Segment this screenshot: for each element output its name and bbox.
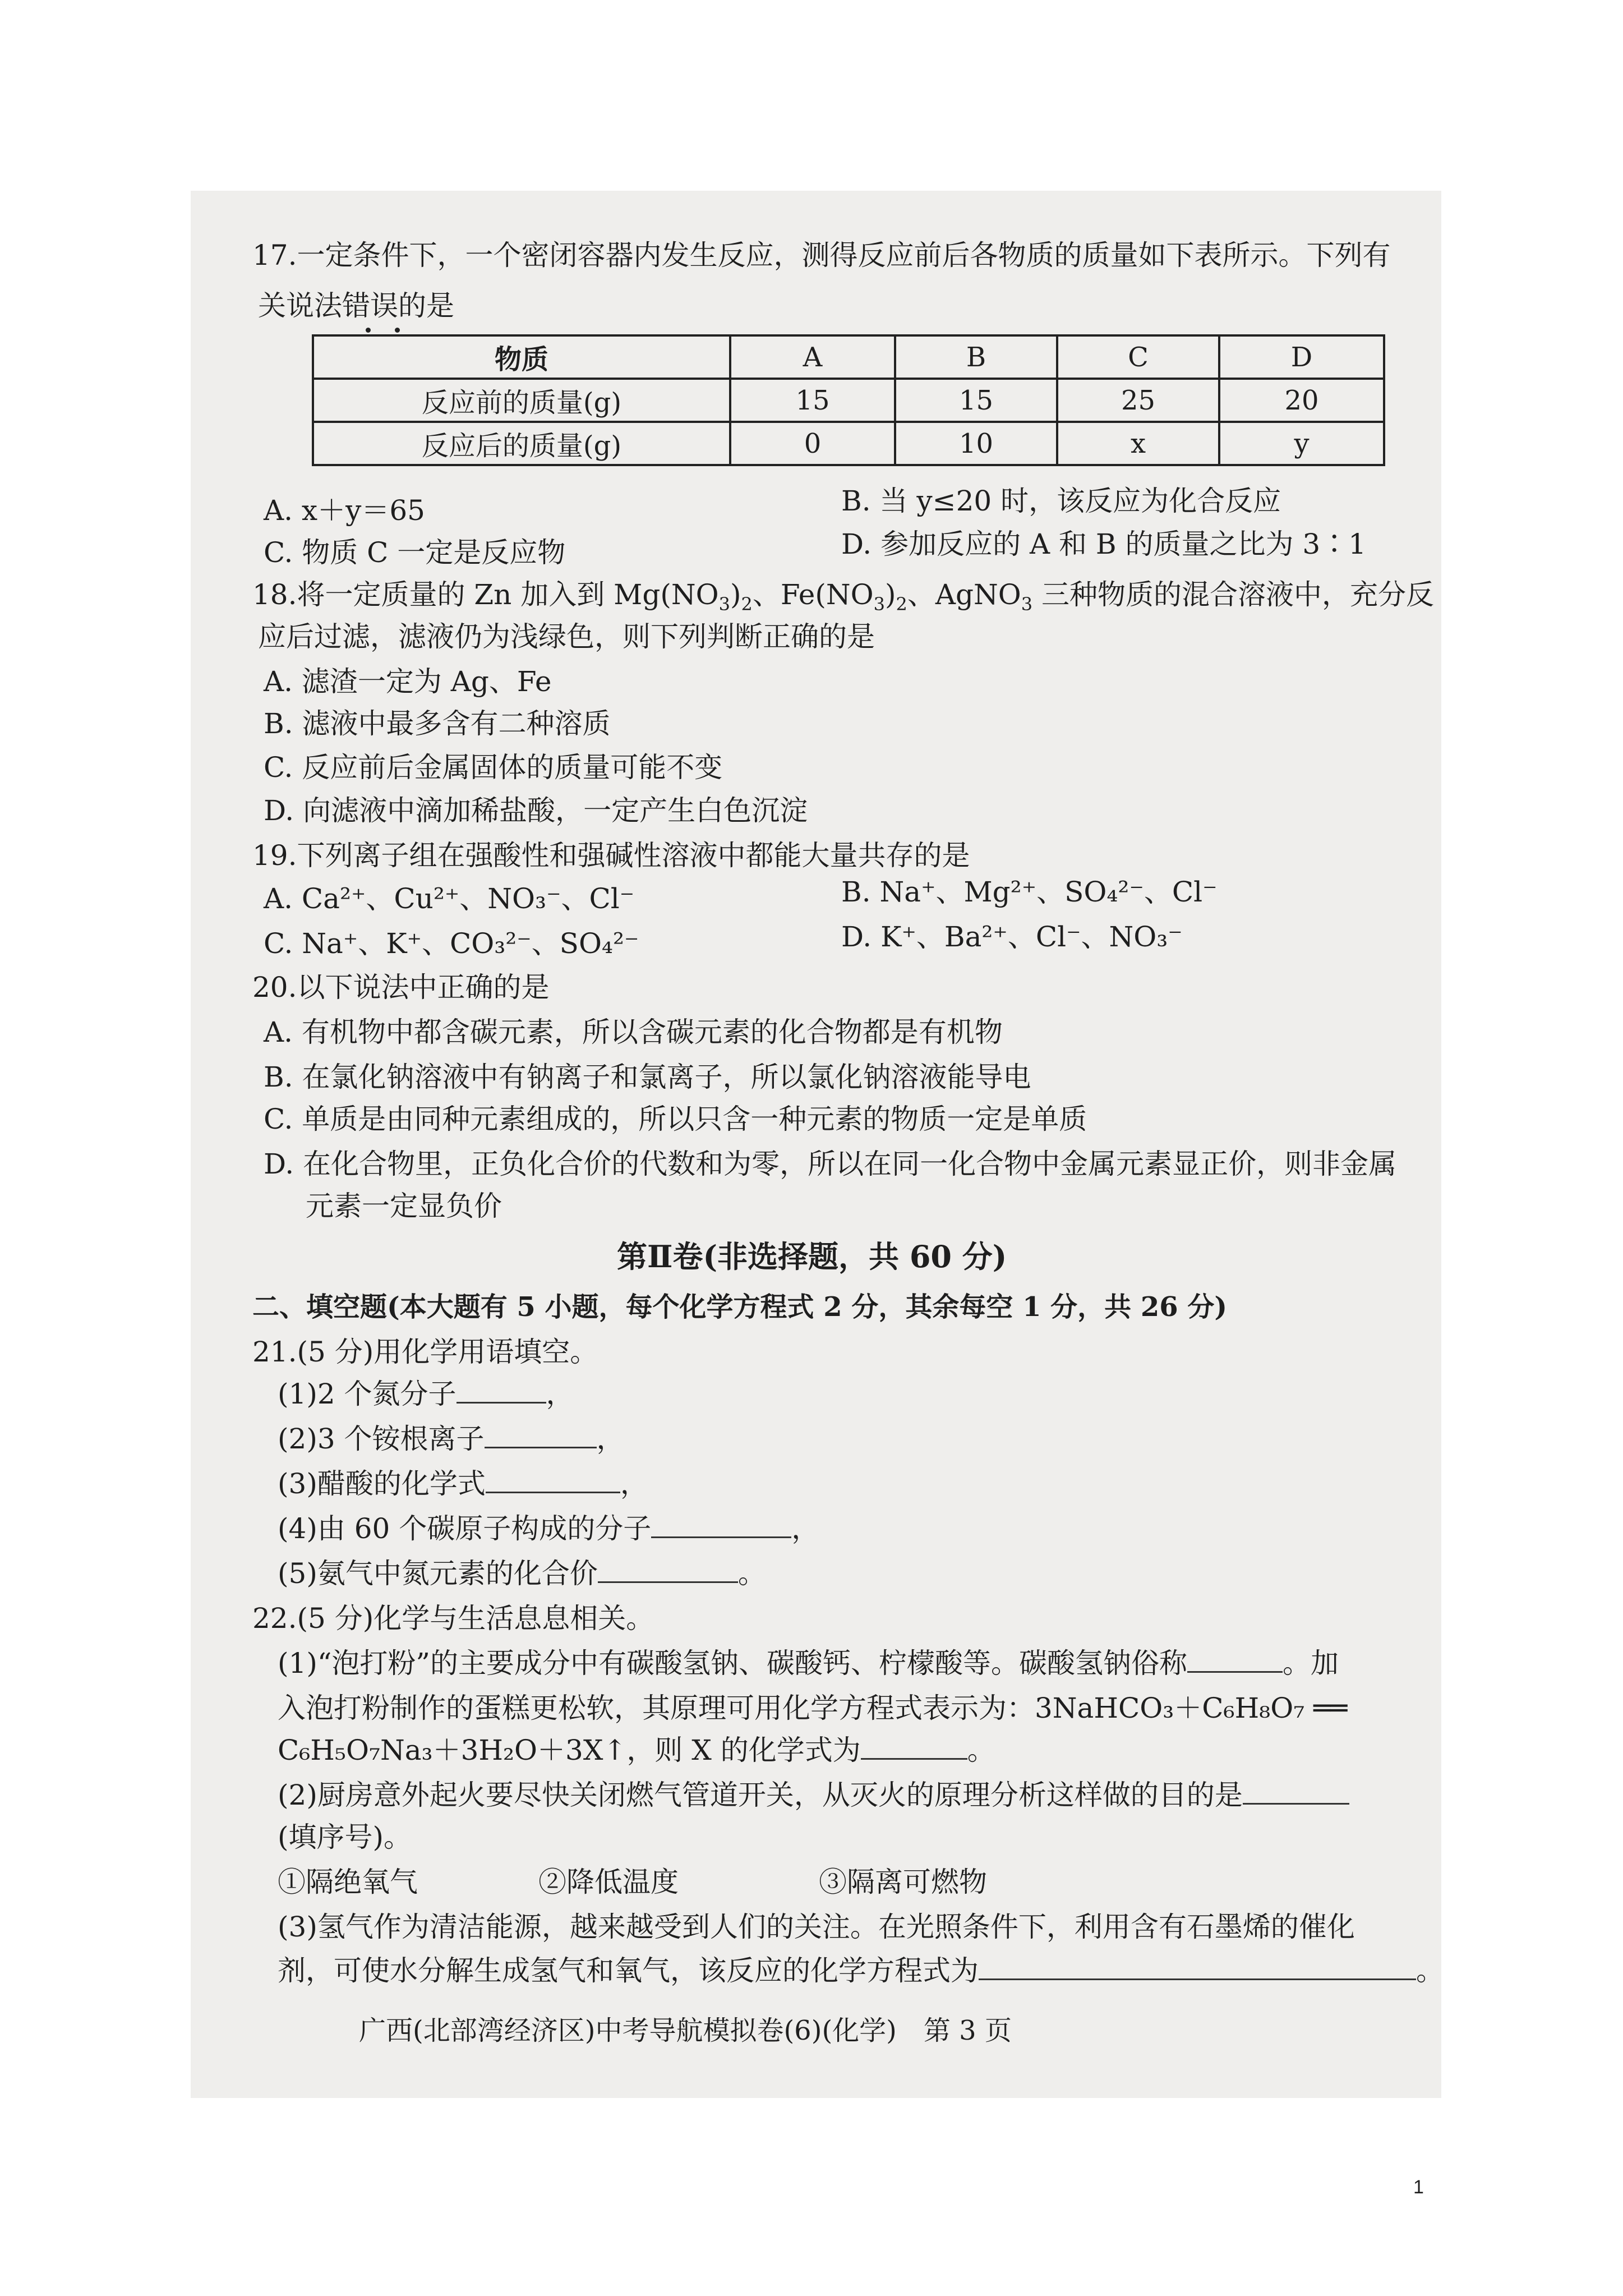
q21-item-1: (1)2 个氮分子 ，: [278, 1374, 574, 1414]
q22-part3-line2: 剂，可使水分解生成氢气和氧气，该反应的化学方程式为 。: [278, 1951, 1444, 1990]
q21-item-3: (3)醋酸的化学式 ，: [278, 1464, 648, 1503]
q22-part2-line2: (填序号)。: [278, 1821, 412, 1853]
q21-stem: 21.(5 分)用化学用语填空。: [252, 1336, 598, 1368]
table-header-cell: 物质: [313, 335, 730, 379]
answer-blank[interactable]: [1243, 1776, 1349, 1805]
q20-option-a: A. 有机物中都含碳元素，所以含碳元素的化合物都是有机物: [264, 1016, 1003, 1048]
answer-blank[interactable]: [486, 1465, 620, 1493]
table-cell: 25: [1057, 379, 1219, 422]
q17-stem-line2: 关说法错误的是: [258, 289, 454, 322]
table-row: [313, 422, 1384, 465]
page-number: 1: [1413, 2177, 1424, 2198]
q22-part2-line1: (2)厨房意外起火要尽快关闭燃气管道开关，从灭火的原理分析这样做的目的是: [278, 1775, 1349, 1815]
table-cell: x: [1057, 422, 1219, 465]
table-row: [313, 379, 1384, 422]
answer-blank[interactable]: [861, 1731, 967, 1760]
q20-option-d-line2: 元素一定显负价: [306, 1190, 502, 1222]
q18-option-a: A. 滤渣一定为 Ag、Fe: [264, 665, 552, 698]
table-cell: 20: [1219, 379, 1384, 422]
table-header-cell: D: [1219, 335, 1384, 379]
table-header-cell: C: [1057, 335, 1219, 379]
q21-item-5: (5)氨气中氮元素的化合价 。: [278, 1554, 766, 1593]
q17-option-c: C. 物质 C 一定是反应物: [264, 536, 566, 569]
table-header-row: [313, 335, 1384, 379]
table-cell: y: [1219, 422, 1384, 465]
q19-stem: 19.下列离子组在强酸性和强碱性溶液中都能大量共存的是: [252, 839, 970, 872]
table-cell: 反应后的质量(g): [313, 422, 730, 465]
answer-blank[interactable]: [1187, 1644, 1283, 1673]
q22-part1-line3: C₆H₅O₇Na₃＋3H₂O＋3X↑，则 X 的化学式为 。: [278, 1731, 995, 1770]
answer-blank[interactable]: [979, 1952, 1416, 1980]
answer-blank[interactable]: [651, 1510, 791, 1538]
q22-choice-2: ②降低温度: [538, 1866, 679, 1898]
table-header-cell: A: [730, 335, 895, 379]
q21-item-4: (4)由 60 个碳原子构成的分子 ，: [278, 1509, 819, 1548]
q18-stem-line1: 18.将一定质量的 Zn 加入到 $Mg(NO_3)_2$、$Fe(NO_3)_2$、AgNO$_3$ 三种物质的混合溶液中，充分反: [252, 578, 1434, 615]
q18-option-b: B. 滤液中最多含有二种溶质: [264, 707, 611, 740]
q17-option-a: A. x＋y＝65: [264, 494, 425, 527]
q18-stem-line2: 应后过滤，滤液仍为浅绿色，则下列判断正确的是: [258, 620, 875, 653]
q20-option-d-line1: D. 在化合物里，正负化合价的代数和为零，所以在同一化合物中金属元素显正价，则非金属: [264, 1148, 1397, 1180]
q17-mass-table: [312, 334, 1385, 466]
table-header-cell: B: [895, 335, 1057, 379]
page-footer: 广西(北部湾经济区)中考导航模拟卷(6)(化学) 第 3 页: [359, 2015, 1012, 2046]
q19-option-c: C. Na⁺、K⁺、CO₃²⁻、SO₄²⁻: [264, 927, 639, 960]
part2-title: 第Ⅱ卷(非选择题，共 60 分): [617, 1239, 1007, 1274]
q20-stem: 20.以下说法中正确的是: [252, 971, 550, 1004]
section2-title: 二、填空题(本大题有 5 小题，每个化学方程式 2 分，其余每空 1 分，共 26 分): [252, 1291, 1228, 1323]
q19-option-a: A. Ca²⁺、Cu²⁺、NO₃⁻、Cl⁻: [264, 882, 635, 915]
q22-choice-1: ①隔绝氧气: [278, 1866, 418, 1898]
answer-blank[interactable]: [457, 1375, 546, 1404]
q22-part1-line1: (1)“泡打粉”的主要成分中有碳酸氢钠、碳酸钙、柠檬酸等。碳酸氢钠俗称 。加: [278, 1644, 1339, 1683]
answer-blank[interactable]: [598, 1554, 738, 1583]
q19-option-b: B. Na⁺、Mg²⁺、SO₄²⁻、Cl⁻: [841, 876, 1218, 908]
q22-choice-3: ③隔离可燃物: [819, 1866, 987, 1898]
table-cell: 15: [730, 379, 895, 422]
answer-blank[interactable]: [485, 1420, 597, 1448]
table-cell: 10: [895, 422, 1057, 465]
q17-option-d: D. 参加反应的 A 和 B 的质量之比为 3∶1: [841, 528, 1367, 560]
emphasis-dot: [366, 328, 371, 333]
emphasis-dot: [395, 328, 400, 333]
q22-part1-line2: 入泡打粉制作的蛋糕更松软，其原理可用化学方程式表示为：3NaHCO₃＋C₆H₈O₇ ══: [278, 1692, 1348, 1724]
q18-option-c: C. 反应前后金属固体的质量可能不变: [264, 751, 723, 784]
q17-option-b: B. 当 y≤20 时，该反应为化合反应: [841, 485, 1281, 517]
q21-item-2: (2)3 个铵根离子 ，: [278, 1419, 625, 1458]
q20-option-b: B. 在氯化钠溶液中有钠离子和氯离子，所以氯化钠溶液能导电: [264, 1061, 1031, 1093]
q20-option-c: C. 单质是由同种元素组成的，所以只含一种元素的物质一定是单质: [264, 1103, 1087, 1135]
q19-option-d: D. K⁺、Ba²⁺、Cl⁻、NO₃⁻: [841, 921, 1183, 953]
table-cell: 15: [895, 379, 1057, 422]
q18-option-d: D. 向滤液中滴加稀盐酸，一定产生白色沉淀: [264, 794, 808, 827]
q22-stem: 22.(5 分)化学与生活息息相关。: [252, 1602, 654, 1635]
table-cell: 0: [730, 422, 895, 465]
table-cell: 反应前的质量(g): [313, 379, 730, 422]
q22-part3-line1: (3)氢气作为清洁能源，越来越受到人们的关注。在光照条件下，利用含有石墨烯的催化: [278, 1911, 1355, 1943]
q17-stem-line1: 17.一定条件下，一个密闭容器内发生反应，测得反应前后各物质的质量如下表所示。下列有: [252, 239, 1391, 272]
